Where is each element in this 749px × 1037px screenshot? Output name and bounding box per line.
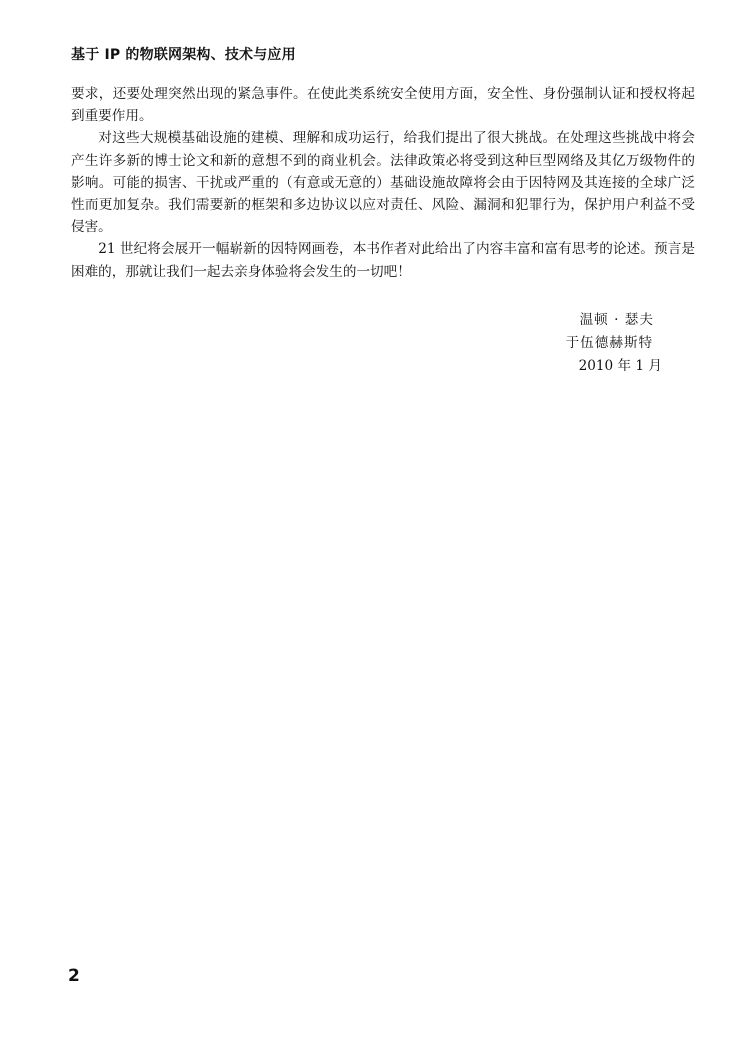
body-text [71, 83, 695, 283]
signature-date: 2010 年 1 月 [578, 358, 662, 374]
signature-block [566, 309, 662, 378]
page-number: 2 [68, 966, 80, 986]
paragraph-conclusion: 21 世纪将会展开一幅崭新的因特网画卷，本书作者对此给出了内容丰富和富有思考的论述。预言是困难的，那就让我们一起去亲身体验将会发生的一切吧！ [71, 241, 695, 280]
paragraph-challenges: 对这些大规模基础设施的建模、理解和成功运行，给我们提出了很大挑战。在处理这些挑战中将会产生许多新的博士论文和新的意想不到的商业机会。法律政策必将受到这种巨型网络及其亿万级物件的影响。可能的损害、干扰或严重的（有意或无意的）基础设施故障将会由于因特网及其连接的全球广泛性而更加复杂。我们需要新的框架和多边协议以应对责任、风险、漏洞和犯罪行为，保护用户利益不受侵害。 [71, 130, 695, 236]
paragraph-continuation: 要求，还要处理突然出现的紧急事件。在使此类系统安全使用方面，安全性、身份强制认证和授权将起到重要作用。 [71, 86, 695, 125]
signature-place: 于伍德赫斯特 [565, 335, 654, 351]
running-header: 基于 IP 的物联网架构、技术与应用 [71, 47, 296, 63]
signature-name: 温顿 · 瑟夫 [579, 312, 654, 328]
